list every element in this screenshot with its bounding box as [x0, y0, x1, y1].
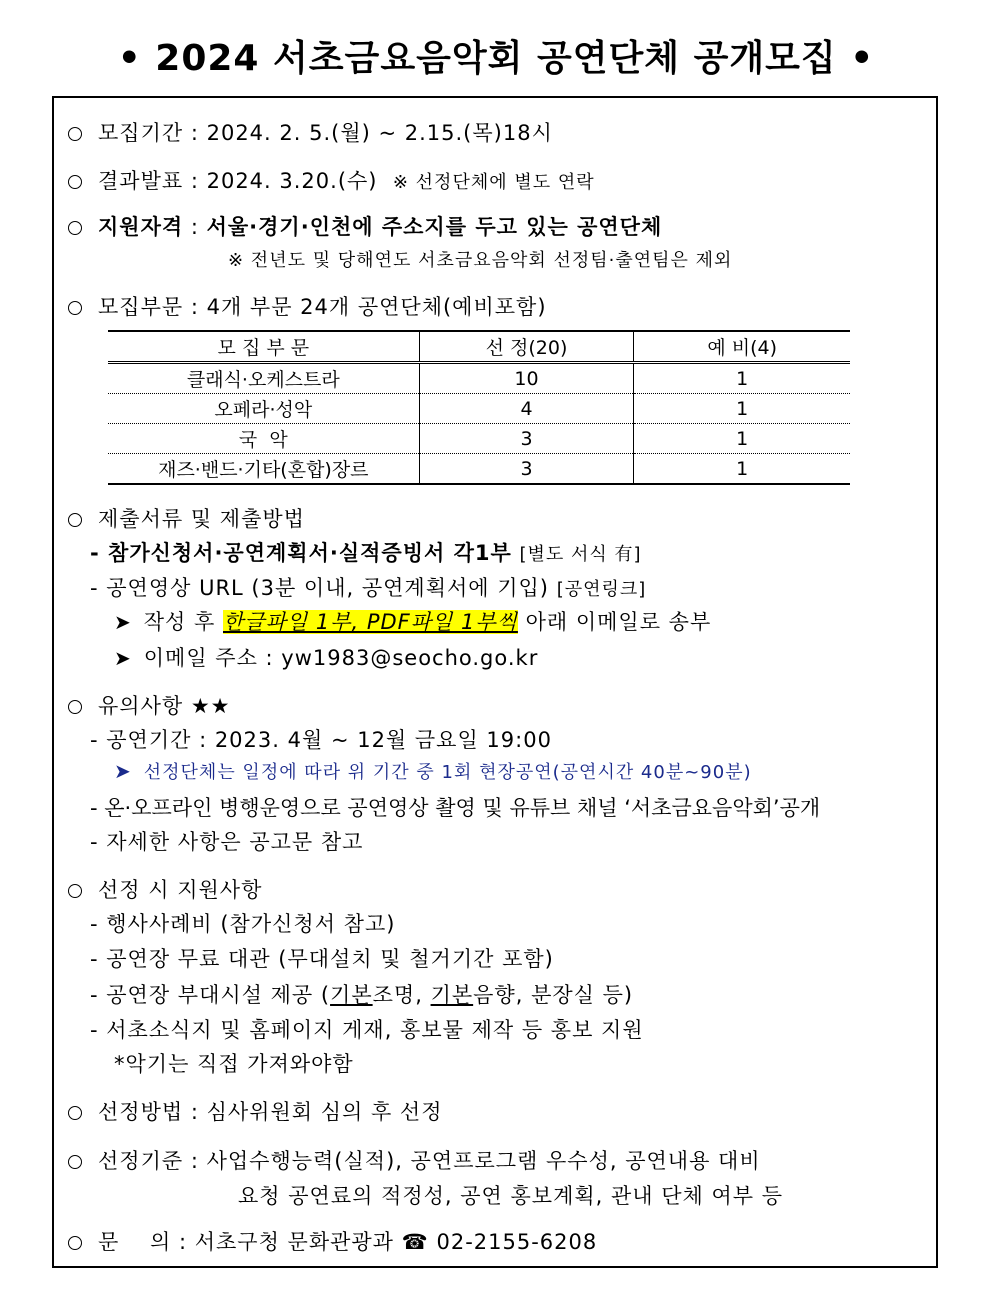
support-item5: *악기는 직접 가져와야함: [114, 1052, 354, 1076]
table-row: [108, 454, 850, 485]
bullet-circle-icon: [68, 221, 82, 235]
period-label: 모집기간: [98, 121, 184, 145]
notes-row: [68, 690, 230, 720]
eligibility-note: ※ 전년도 및 당해연도 서초금요음악회 선정팀·출연팀은 제외: [228, 250, 733, 271]
table-header-row: [108, 331, 850, 363]
period-row: 모집기간 : 2024. 2. 5.(월) ~ 2.15.(목)18시: [68, 117, 553, 147]
support-item3-part: 기본: [330, 983, 373, 1007]
table-cell: 4: [419, 394, 634, 424]
criteria-row: 선정기준 : 사업수행능력(실적), 공연프로그램 우수성, 공연내용 대비: [68, 1145, 761, 1175]
support-item2: - 공연장 무료 대관 (무대설치 및 철거기간 포함): [90, 947, 554, 971]
submission-label: 제출서류 및 제출방법: [98, 507, 305, 531]
period-value: 2024. 2. 5.(월) ~ 2.15.(목)18시: [206, 121, 553, 145]
contact-value: 서초구청 문화관광과 ☎ 02-2155-6208: [194, 1230, 598, 1254]
notes-period: - 공연기간 : 2023. 4월 ~ 12월 금요일 19:00: [90, 728, 552, 752]
eligibility-row: 지원자격 : 서울·경기·인천에 주소지를 두고 있는 공연단체: [68, 211, 662, 241]
email-line: 이메일 주소 : yw1983@seocho.go.kr: [143, 646, 539, 670]
method-row: 선정방법 : 심사위원회 심의 후 선정: [68, 1096, 442, 1126]
categories-label: 모집부문: [98, 295, 184, 319]
support-item1: - 행사사례비 (참가신청서 참고): [90, 912, 396, 936]
bullet-circle-icon: [68, 175, 82, 189]
contact-label: 문 의: [98, 1230, 172, 1254]
arrow-icon: ➤: [114, 646, 132, 670]
table-cell: 국 악: [108, 424, 419, 454]
table-cell: 재즈·밴드·기타(혼합)장르: [108, 454, 419, 485]
arrow-icon: ➤: [114, 610, 132, 634]
table-row: [108, 363, 850, 394]
notes-period-sub-row: [114, 758, 752, 784]
submission-email-row: [114, 642, 538, 672]
categories-row: 모집부문 : 4개 부문 24개 공연단체(예비포함): [68, 291, 547, 321]
submission-doc1-row: [90, 537, 642, 567]
table-header: 예 비(4): [634, 331, 850, 363]
categories-value: 4개 부문 24개 공연단체(예비포함): [206, 295, 547, 319]
table-cell: 3: [419, 454, 634, 485]
support-item3-part: 음향, 분장실 등): [473, 983, 634, 1007]
page-title: • 2024 서초금요음악회 공연단체 공개모집 •: [117, 38, 875, 79]
submission-doc1-note: [별도 서식 有]: [519, 544, 642, 565]
table-cell: 오페라·성악: [108, 394, 419, 424]
result-value: 2024. 3.20.(수): [206, 169, 378, 193]
table-cell: 10: [419, 363, 634, 394]
bullet-circle-icon: [68, 513, 82, 527]
criteria-line1: 사업수행능력(실적), 공연프로그램 우수성, 공연내용 대비: [206, 1149, 761, 1173]
result-note: ※ 선정단체에 별도 연락: [392, 172, 595, 193]
eligibility-value: 서울·경기·인천에 주소지를 두고 있는 공연단체: [206, 215, 663, 239]
submission-doc2: - 공연영상 URL (3분 이내, 공연계획서에 기입): [90, 576, 550, 600]
submission-doc2-row: [90, 572, 646, 602]
table-cell: 클래식·오케스트라: [108, 363, 419, 394]
support-item3-part: 기본: [430, 983, 474, 1007]
method-value: 심사위원회 심의 후 선정: [206, 1100, 443, 1124]
notes-label: 유의사항 ★★: [98, 694, 231, 718]
submission-row: [68, 503, 305, 533]
categories-table: [108, 330, 850, 485]
bullet-circle-icon: [68, 700, 82, 714]
support-row: [68, 874, 262, 904]
submission-doc1: - 참가신청서·공연계획서·실적증빙서 각1부: [90, 541, 512, 565]
send-prefix: 작성 후: [143, 610, 216, 634]
notes-online: - 온·오프라인 병행운영으로 공연영상 촬영 및 유튜브 채널 ‘서초금요음악회’공개: [90, 796, 821, 820]
submission-doc2-note: [공연링크]: [556, 579, 647, 600]
support-item3: [90, 979, 633, 1009]
table-row: [108, 424, 850, 454]
contact-row: 문 의 : 서초구청 문화관광과 ☎ 02-2155-6208: [68, 1226, 597, 1256]
bullet-circle-icon: [68, 1155, 82, 1169]
table-cell: 1: [634, 394, 850, 424]
table-header: 모 집 부 문: [108, 331, 419, 363]
send-suffix: 아래 이메일로 송부: [525, 610, 712, 634]
arrow-icon: ➤: [114, 759, 132, 783]
table-cell: 1: [634, 363, 850, 394]
table-cell: 1: [634, 454, 850, 485]
result-label: 결과발표: [98, 169, 184, 193]
notes-detail: - 자세한 사항은 공고문 참고: [90, 830, 364, 854]
bullet-circle-icon: [68, 884, 82, 898]
bullet-circle-icon: [68, 1236, 82, 1250]
bullet-circle-icon: [68, 301, 82, 315]
result-row: 결과발표 : 2024. 3.20.(수) ※ 선정단체에 별도 연락: [68, 165, 595, 195]
eligibility-label: 지원자격: [98, 215, 184, 239]
support-label: 선정 시 지원사항: [98, 878, 263, 902]
table-cell: 1: [634, 424, 850, 454]
table-cell: 3: [419, 424, 634, 454]
table-row: [108, 394, 850, 424]
table-header: 선 정(20): [419, 331, 634, 363]
send-highlight: 한글파일 1부, PDF파일 1부씩: [223, 610, 518, 634]
notes-period-sub: 선정단체는 일정에 따라 위 기간 중 1회 현장공연(공연시간 40분~90분): [143, 762, 752, 783]
support-item4: - 서초소식지 및 홈페이지 게재, 홍보물 제작 등 홍보 지원: [90, 1018, 644, 1042]
support-item3-part: - 공연장 부대시설 제공 (: [90, 983, 331, 1007]
support-item3-part: 조명,: [372, 983, 431, 1007]
criteria-label: 선정기준: [98, 1149, 184, 1173]
bullet-circle-icon: [68, 1106, 82, 1120]
criteria-line2: 요청 공연료의 적정성, 공연 홍보계획, 관내 단체 여부 등: [238, 1184, 784, 1208]
submission-send-row: [114, 606, 711, 636]
bullet-circle-icon: [68, 127, 82, 141]
method-label: 선정방법: [98, 1100, 184, 1124]
